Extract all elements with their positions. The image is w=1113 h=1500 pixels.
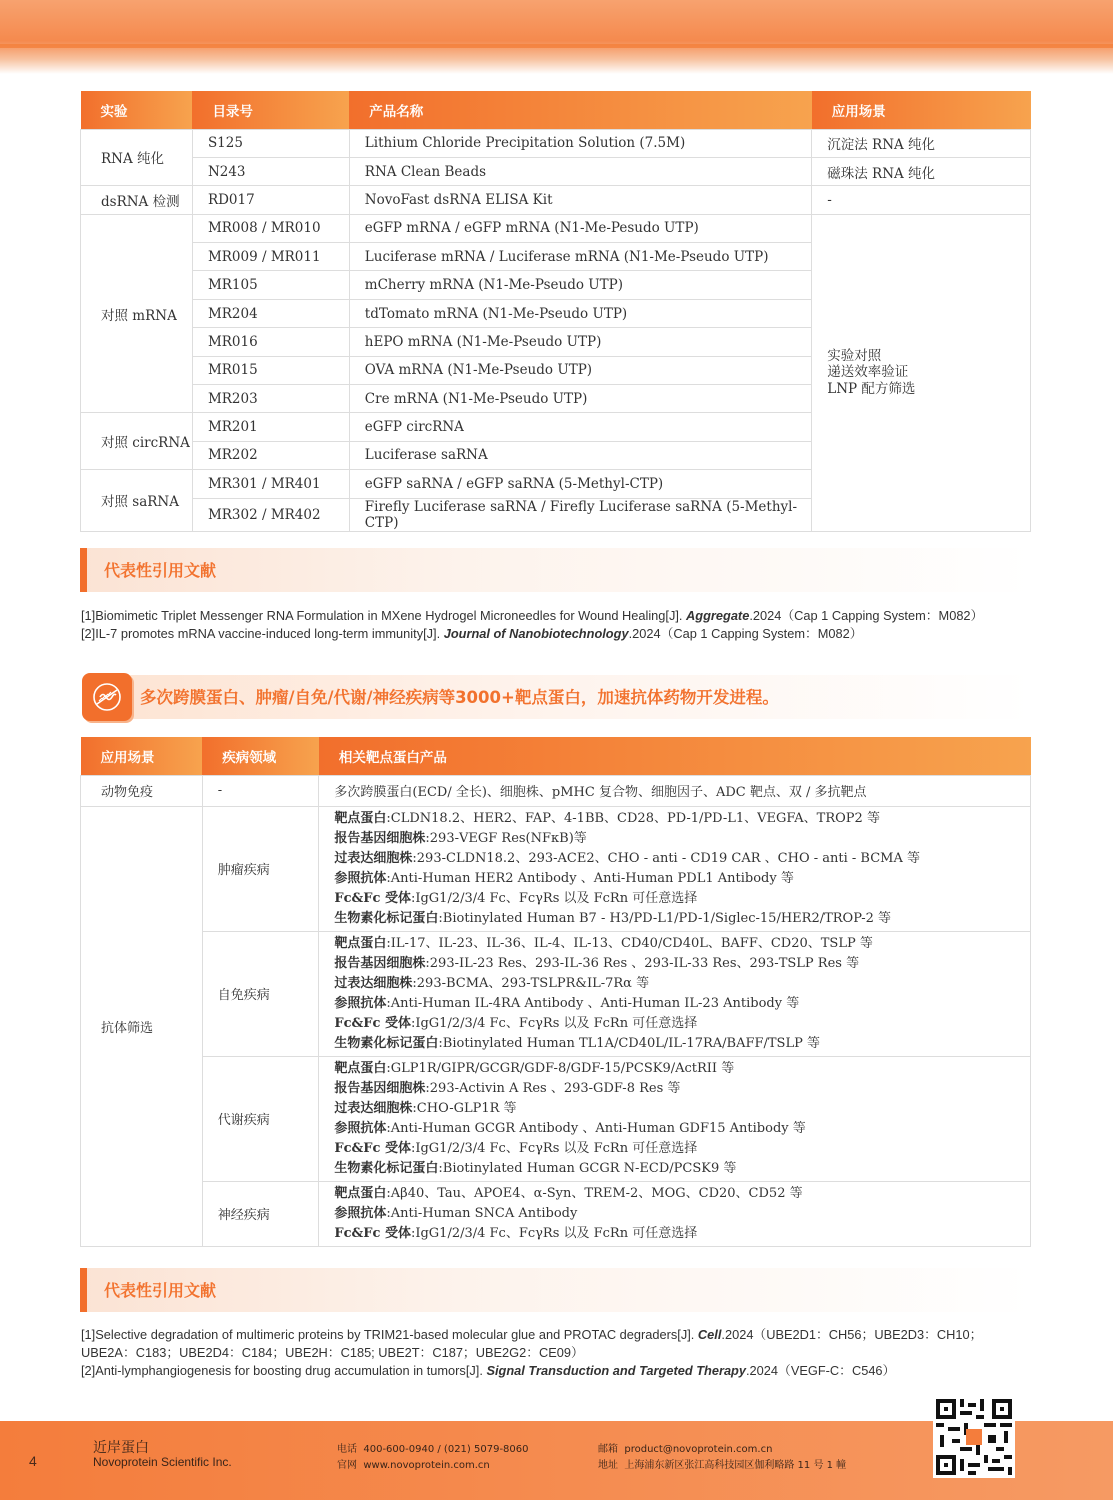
product-cell: eGFP circRNA <box>349 413 811 441</box>
col-header-scene: 应用场景 <box>81 737 203 775</box>
item-label: 靶点蛋白 <box>334 935 387 951</box>
scene-cell: 动物免疫 <box>81 775 203 806</box>
field-cell: 代谢疾病 <box>202 1056 319 1181</box>
catalog-cell: MR008 / MR010 <box>192 214 349 242</box>
product-cell: Luciferase mRNA / Luciferase mRNA (N1-Me-Pseudo UTP) <box>349 243 811 271</box>
item-label: 生物素化标记蛋白 <box>334 910 439 926</box>
item-label: 过表达细胞株 <box>334 850 413 866</box>
list-item <box>334 1079 1030 1099</box>
item-value: :IgG1/2/3/4 Fc、FcγRs 以及 FcRn 可任意选择 <box>410 1015 698 1031</box>
email-link[interactable]: product@novoprotein.com.cn <box>624 1444 773 1455</box>
product-cell: Cre mRNA (N1-Me-Pseudo UTP) <box>349 385 811 413</box>
item-value: :IgG1/2/3/4 Fc、FcγRs 以及 FcRn 可任意选择 <box>410 1225 698 1241</box>
catalog-cell: MR203 <box>192 385 349 413</box>
product-cell: hEPO mRNA (N1-Me-Pseudo UTP) <box>349 328 811 356</box>
item-label: 参照抗体 <box>334 1120 387 1136</box>
reference-year: .2024（Cap 1 Capping System：M082） <box>628 626 863 641</box>
list-item <box>334 1224 1030 1244</box>
col-header-experiment: 实验 <box>81 91 193 129</box>
list-item <box>334 1139 1030 1159</box>
reference-item <box>81 607 1021 625</box>
item-value: :293-BCMA、293-TSLPR&IL-7Rα 等 <box>412 975 650 991</box>
item-value: :293-Activin A Res 、293-GDF-8 Res 等 <box>425 1080 681 1096</box>
references-list-1 <box>81 607 1021 643</box>
product-cell: mCherry mRNA (N1-Me-Pseudo UTP) <box>349 271 811 299</box>
catalog-cell: N243 <box>192 157 349 185</box>
catalog-cell: MR302 / MR402 <box>192 498 349 531</box>
heading-accent-bar <box>80 548 87 592</box>
section-banner <box>80 671 1031 721</box>
company-name-cn: 近岸蛋白 <box>93 1440 149 1456</box>
references-heading-2 <box>80 1268 1031 1312</box>
table-row <box>81 1056 1031 1181</box>
item-value: :IL-17、IL-23、IL-36、IL-4、IL-13、CD40/CD40L、BAFF、CD20、TSLP 等 <box>386 935 873 951</box>
list-item <box>334 849 1030 869</box>
item-label: 报告基因细胞株 <box>334 1080 426 1096</box>
reference-text: [2]Anti-lymphangiogenesis for boosting drug accumulation in tumors[J]. <box>81 1363 487 1378</box>
table-row <box>81 1181 1031 1246</box>
table-header-row <box>81 737 1031 775</box>
item-label: 过表达细胞株 <box>334 1100 413 1116</box>
application-line: 递送效率验证 <box>827 364 909 381</box>
list-item <box>334 1204 1030 1224</box>
list-item <box>334 954 1030 974</box>
item-value: :Anti-Human IL-4RA Antibody 、Anti-Human IL-23 Antibody 等 <box>386 995 800 1011</box>
catalog-cell: MR105 <box>192 271 349 299</box>
group-rna-purification: RNA 纯化 <box>81 129 193 186</box>
field-cell: 神经疾病 <box>202 1181 319 1246</box>
item-value: :IgG1/2/3/4 Fc、FcγRs 以及 FcRn 可任意选择 <box>410 890 698 906</box>
reference-text: [2]IL-7 promotes mRNA vaccine-induced long-term immunity[J]. <box>81 626 444 641</box>
page-number: 4 <box>29 1453 37 1469</box>
item-label: 靶点蛋白 <box>334 1060 387 1076</box>
item-value: :Aβ40、Tau、APOE4、α-Syn、TREM-2、MOG、CD20、CD52 等 <box>386 1185 803 1201</box>
reference-journal: Signal Transduction and Targeted Therapy <box>486 1363 746 1378</box>
list-item <box>334 1014 1030 1034</box>
product-cell: tdTomato mRNA (N1-Me-Pseudo UTP) <box>349 299 811 327</box>
merged-application-cell <box>812 214 1031 531</box>
item-value: :IgG1/2/3/4 Fc、FcγRs 以及 FcRn 可任意选择 <box>410 1140 698 1156</box>
list-item <box>334 829 1030 849</box>
col-header-application: 应用场景 <box>812 91 1031 129</box>
catalog-cell: MR204 <box>192 299 349 327</box>
reference-item <box>81 1326 1021 1362</box>
scene-cell-screening: 抗体筛选 <box>81 806 203 1246</box>
reference-year: .2024（VEGF-C：C546） <box>746 1363 896 1378</box>
products-list-tumor <box>319 806 1031 931</box>
references-heading-1 <box>80 548 1031 592</box>
table-row <box>81 129 1031 157</box>
item-value: :CHO-GLP1R 等 <box>412 1100 517 1116</box>
table-header-row <box>81 91 1031 129</box>
item-label: 生物素化标记蛋白 <box>334 1035 439 1051</box>
table-row <box>81 931 1031 1056</box>
catalog-cell: S125 <box>192 129 349 157</box>
list-item <box>334 974 1030 994</box>
application-cell: 沉淀法 RNA 纯化 <box>812 129 1031 157</box>
item-label: 参照抗体 <box>334 870 387 886</box>
address-line <box>598 1456 846 1471</box>
item-label: Fc&Fc 受体 <box>334 1140 411 1156</box>
item-value: :GLP1R/GIPR/GCGR/GDF-8/GDF-15/PCSK9/ActRII 等 <box>386 1060 735 1076</box>
table-row <box>81 806 1031 931</box>
product-cell: Luciferase saRNA <box>349 441 811 469</box>
list-item <box>334 909 1030 929</box>
top-decorative-band <box>0 0 1113 74</box>
catalog-cell: MR202 <box>192 441 349 469</box>
list-item <box>334 994 1030 1014</box>
application-cell: - <box>812 186 1031 214</box>
catalog-cell: MR301 / MR401 <box>192 470 349 498</box>
product-cell: OVA mRNA (N1-Me-Pseudo UTP) <box>349 356 811 384</box>
list-item <box>334 1099 1030 1119</box>
product-cell: RNA Clean Beads <box>349 157 811 185</box>
item-label: 过表达细胞株 <box>334 975 413 991</box>
address-text: 上海浦东新区张江高科技园区伽利略路 11 号 1 幢 <box>624 1460 847 1471</box>
field-cell: 肿瘤疾病 <box>202 806 319 931</box>
item-label: 参照抗体 <box>334 1205 387 1221</box>
item-label: Fc&Fc 受体 <box>334 1225 411 1241</box>
products-list-neuro <box>319 1181 1031 1246</box>
item-value: :Biotinylated Human TL1A/CD40L/IL-17RA/BAFF/TSLP 等 <box>438 1035 820 1051</box>
email-line <box>598 1440 772 1455</box>
email-label: 邮箱 <box>598 1444 618 1455</box>
application-line: 实验对照 <box>827 347 882 364</box>
product-cell: Lithium Chloride Precipitation Solution (7.5M) <box>349 129 811 157</box>
heading-accent-bar <box>80 1268 87 1312</box>
table-row <box>81 214 1031 242</box>
catalog-cell: MR015 <box>192 356 349 384</box>
item-value: :Biotinylated Human GCGR N-ECD/PCSK9 等 <box>438 1160 737 1176</box>
field-cell: - <box>202 775 319 806</box>
phone-label: 电话 <box>337 1444 357 1455</box>
reference-journal: Journal of Nanobiotechnology <box>443 626 629 641</box>
reference-year: .2024（Cap 1 Capping System：M082） <box>749 608 984 623</box>
table-row <box>81 186 1031 214</box>
references-title: 代表性引用文献 <box>104 561 217 580</box>
list-item <box>334 1159 1030 1179</box>
item-label: 生物素化标记蛋白 <box>334 1160 439 1176</box>
product-cell: NovoFast dsRNA ELISA Kit <box>349 186 811 214</box>
qr-code-icon <box>933 1396 1015 1478</box>
catalog-cell: MR009 / MR011 <box>192 243 349 271</box>
item-value: :Anti-Human GCGR Antibody 、Anti-Human GDF15 Antibody 等 <box>386 1120 806 1136</box>
catalog-cell: MR201 <box>192 413 349 441</box>
item-label: Fc&Fc 受体 <box>334 1015 411 1031</box>
col-header-products: 相关靶点蛋白产品 <box>319 737 1031 775</box>
item-label: Fc&Fc 受体 <box>334 890 411 906</box>
list-item <box>334 889 1030 909</box>
item-value: :293-IL-23 Res、293-IL-36 Res 、293-IL-33 Res、293-TSLP Res 等 <box>425 955 860 971</box>
product-cell: Firefly Luciferase saRNA / Firefly Luciferase saRNA (5-Methyl-CTP) <box>349 498 811 531</box>
list-item <box>334 869 1030 889</box>
banner-title: 多次跨膜蛋白、肿瘤/自免/代谢/神经疾病等3000+靶点蛋白，加速抗体药物开发进程。 <box>140 688 779 707</box>
top-band-stripe <box>0 44 1113 48</box>
group-control-mrna: 对照 mRNA <box>81 214 193 413</box>
table-row <box>81 157 1031 185</box>
company-name-en: Novoprotein Scientific Inc. <box>93 1455 232 1469</box>
group-dsrna-detection: dsRNA 检测 <box>81 186 193 214</box>
item-label: 报告基因细胞株 <box>334 830 426 846</box>
list-item <box>334 1034 1030 1054</box>
group-control-circrna: 对照 circRNA <box>81 413 193 470</box>
products-list-autoimmune <box>319 931 1031 1056</box>
reference-item <box>81 1362 1021 1380</box>
phone-number: 400-600-0940 / (021) 5079-8060 <box>363 1444 529 1455</box>
table-row <box>81 775 1031 806</box>
item-label: 参照抗体 <box>334 995 387 1011</box>
reference-journal: Cell <box>697 1327 722 1342</box>
phone-line <box>337 1440 529 1455</box>
address-label: 地址 <box>598 1460 618 1471</box>
references-title: 代表性引用文献 <box>104 1281 217 1300</box>
item-value: :Biotinylated Human B7 - H3/PD-L1/PD-1/Siglec-15/HER2/TROP-2 等 <box>438 910 892 926</box>
website-label: 官网 <box>337 1460 357 1471</box>
item-value: :293-CLDN18.2、293-ACE2、CHO - anti - CD19 CAR 、CHO - anti - BCMA 等 <box>412 850 921 866</box>
website-line <box>337 1456 490 1471</box>
col-header-catalog: 目录号 <box>192 91 349 129</box>
field-cell: 自免疾病 <box>202 931 319 1056</box>
list-item <box>334 1119 1030 1139</box>
product-cell: eGFP mRNA / eGFP mRNA (N1-Me-Pesudo UTP) <box>349 214 811 242</box>
product-cell: eGFP saRNA / eGFP saRNA (5-Methyl-CTP) <box>349 470 811 498</box>
item-label: 靶点蛋白 <box>334 1185 387 1201</box>
list-item <box>334 934 1030 954</box>
list-item <box>334 1059 1030 1079</box>
catalog-cell: RD017 <box>192 186 349 214</box>
col-header-disease: 疾病领域 <box>202 737 319 775</box>
item-value: :Anti-Human HER2 Antibody 、Anti-Human PDL1 Antibody 等 <box>386 870 794 886</box>
item-label: 靶点蛋白 <box>334 810 387 826</box>
products-list-metabolic <box>319 1056 1031 1181</box>
application-line: LNP 配方筛选 <box>827 380 916 397</box>
list-item <box>334 809 1030 829</box>
reference-text: [1]Biomimetic Triplet Messenger RNA Formulation in MXene Hydrogel Microneedles for Wound Healing[J]. <box>81 608 687 623</box>
protein-helix-icon <box>82 673 132 721</box>
list-item <box>334 1184 1030 1204</box>
reference-text: [1]Selective degradation of multimeric proteins by TRIM21-based molecular glue and PROTAC degraders[J]. <box>81 1327 698 1342</box>
item-label: 报告基因细胞株 <box>334 955 426 971</box>
website-link[interactable]: www.novoprotein.com.cn <box>363 1460 490 1471</box>
catalog-cell: MR016 <box>192 328 349 356</box>
reference-journal: Aggregate <box>686 608 750 623</box>
item-value: :Anti-Human SNCA Antibody <box>386 1205 578 1221</box>
mrna-products-table <box>80 91 1031 532</box>
reference-year: .2024（UBE2D1：CH56；UBE2D3：CH10；UBE2A：C183；UBE2D4：C184；UBE2H：C185; UBE2T：C187；UBE2G2：CE09） <box>81 1327 983 1360</box>
item-value: :CLDN18.2、HER2、FAP、4-1BB、CD28、PD-1/PD-L1、VEGFA、TROP2 等 <box>386 810 880 826</box>
reference-item <box>81 625 1021 643</box>
target-protein-table <box>80 737 1031 1247</box>
item-value: :293-VEGF Res(NFκB)等 <box>425 830 587 846</box>
col-header-product: 产品名称 <box>349 91 811 129</box>
references-list-2 <box>81 1326 1021 1380</box>
group-control-sarna: 对照 saRNA <box>81 470 193 531</box>
application-cell: 磁珠法 RNA 纯化 <box>812 157 1031 185</box>
products-cell: 多次跨膜蛋白(ECD/ 全长)、细胞株、pMHC 复合物、细胞因子、ADC 靶点、双 / 多抗靶点 <box>319 775 1031 806</box>
